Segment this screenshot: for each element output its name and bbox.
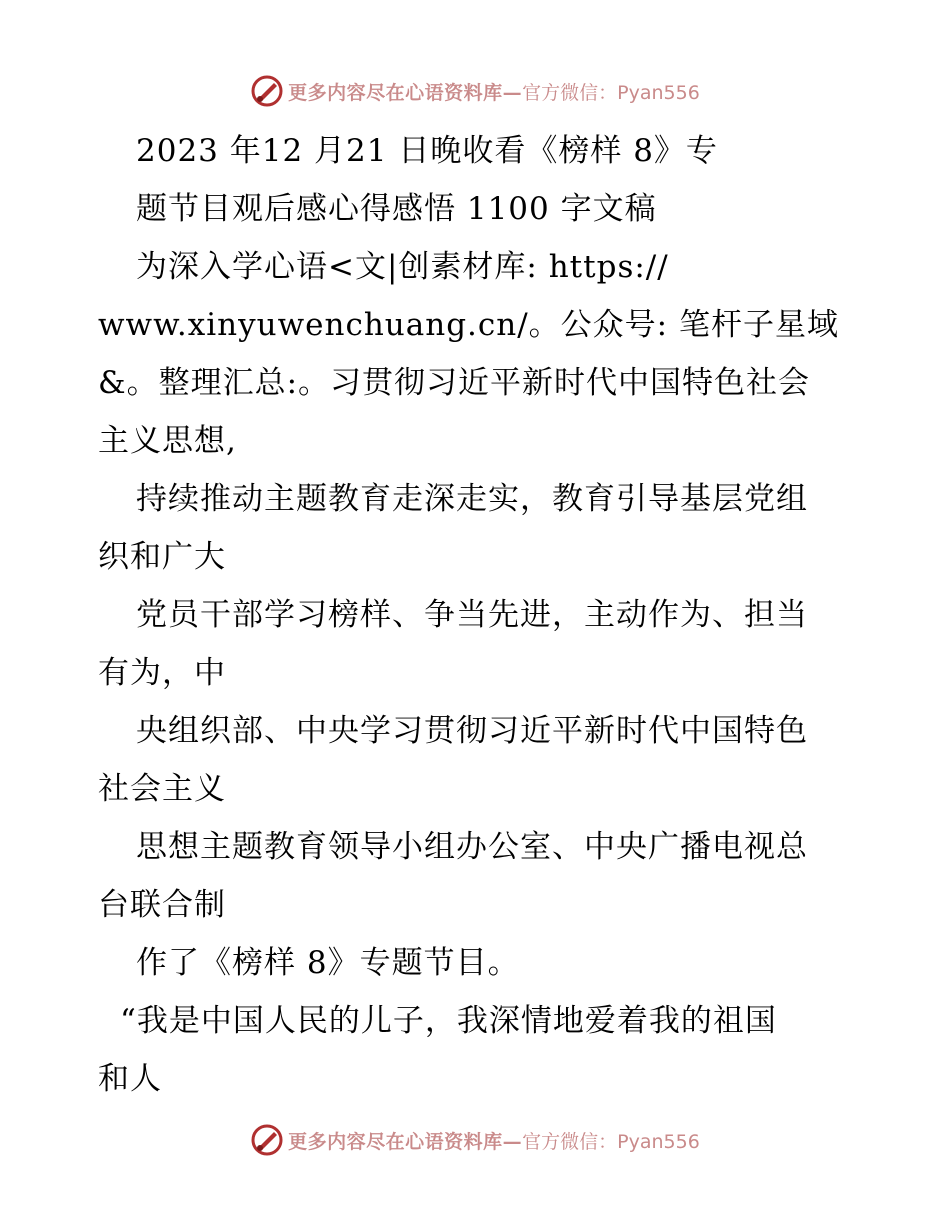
title-line-2: 题节目观后感心得感悟 1100 字文稿 <box>136 191 657 227</box>
paragraph-line: “我是中国人民的儿子，我深情地爱着我的祖国 <box>120 1003 777 1039</box>
paragraph-line: 为深入学心语<文|创素材库: https:// <box>136 249 669 285</box>
paragraph-line: 台联合制 <box>98 887 226 923</box>
title-line-1: 2023 年12 月21 日晚收看《榜样 8》专 <box>136 133 718 169</box>
footer-banner <box>0 1120 950 1160</box>
paragraph-line: &。整理汇总:。习贯彻习近平新时代中国特色社会 <box>98 365 811 401</box>
paragraph-line: 和人 <box>98 1061 162 1097</box>
brush-logo-icon <box>250 74 284 108</box>
paragraph-line: 持续推动主题教育走深走实，教育引导基层党组 <box>136 481 808 517</box>
header-banner-wechat: 官方微信：Pyan556 <box>522 81 700 104</box>
paragraph-line: 主义思想, <box>98 423 237 459</box>
header-banner <box>0 71 950 111</box>
paragraph-line: 思想主题教育领导小组办公室、中央广播电视总 <box>136 829 808 865</box>
paragraph-line: 有为，中 <box>98 655 226 691</box>
paragraph-line: 社会主义 <box>98 771 226 807</box>
paragraph-line: www.xinyuwenchuang.cn/。公众号: 笔杆子星域 <box>98 307 839 343</box>
paragraph-line: 织和广大 <box>98 539 226 575</box>
footer-banner-wechat: 官方微信：Pyan556 <box>522 1130 700 1153</box>
brush-logo-icon <box>250 1123 284 1157</box>
header-banner-text: 更多内容尽在心语资料库— <box>288 81 523 104</box>
paragraph-line: 党员干部学习榜样、争当先进，主动作为、担当 <box>136 597 808 633</box>
footer-banner-text: 更多内容尽在心语资料库— <box>288 1130 523 1153</box>
paragraph-line: 央组织部、中央学习贯彻习近平新时代中国特色 <box>136 713 808 749</box>
paragraph-line: 作了《榜样 8》专题节目。 <box>136 945 520 981</box>
document-body <box>98 122 858 1108</box>
